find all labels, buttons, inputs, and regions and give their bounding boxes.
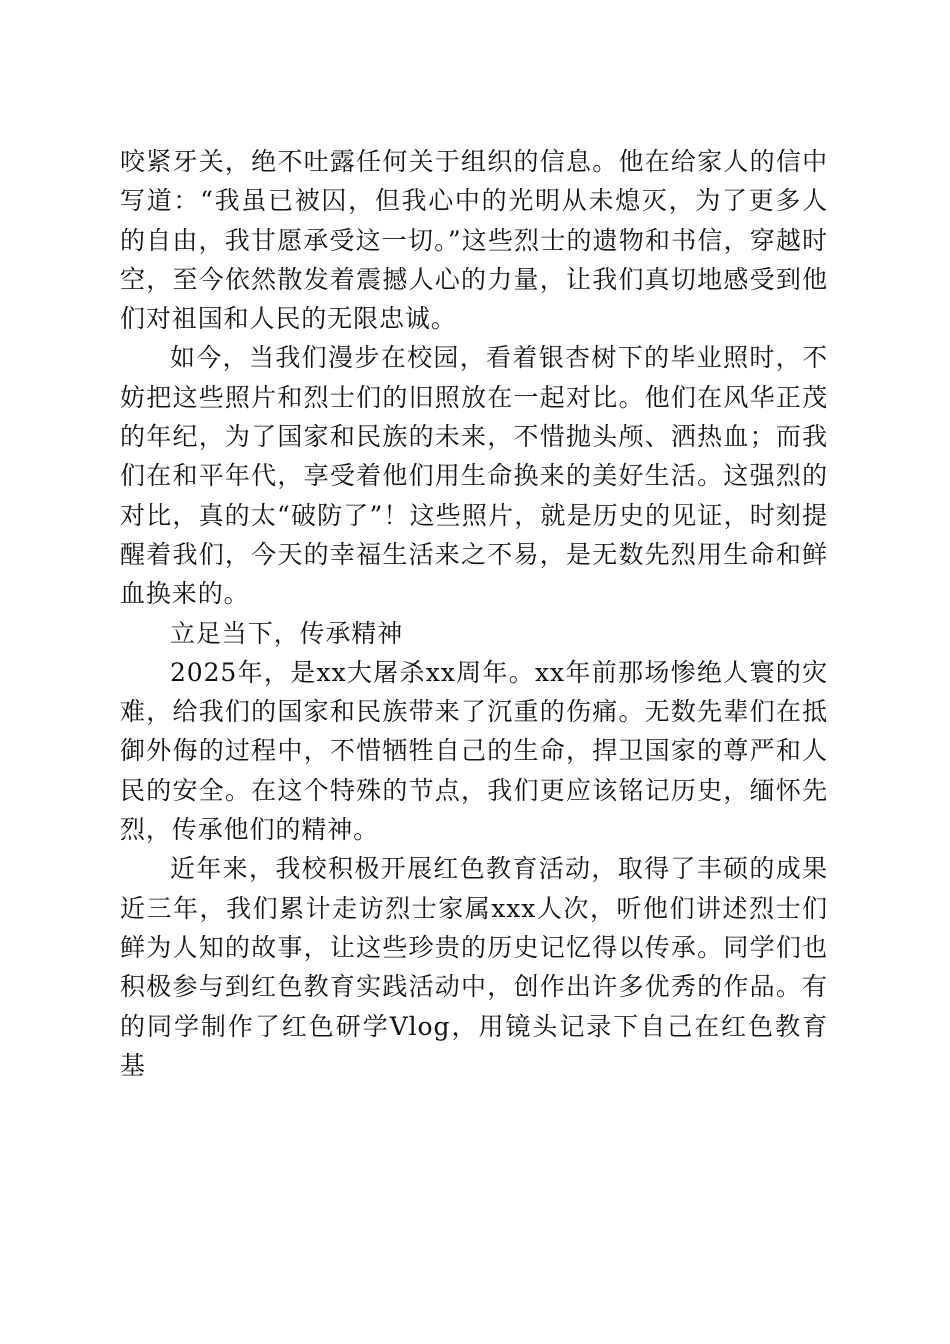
paragraph-graduation-photos: 如今，当我们漫步在校园，看着银杏树下的毕业照时，不妨把这些照片和烈士们的旧照放在一起对比。他们在风华正茂的年纪，为了国家和民族的未来，不惜抛头颅、洒热血；而我们在和平年代，享受着他们用生命换来的美好生活。这强烈的对比，真的太“破防了”！这些照片，就是历史的见证，时刻提醒着我们，今天的幸福生活来之不易，是无数先烈用生命和鲜血换来的。 <box>120 343 828 609</box>
paragraph-continuation: 咬紧牙关，绝不吐露任何关于组织的信息。他在给家人的信中写道：“我虽已被囚，但我心中的光明从未熄灭，为了更多人的自由，我甘愿承受这一切。”这些烈士的遗物和书信，穿越时空，至今依然散发着震撼人心的力量，让我们真切地感受到他们对祖国和人民的无限忠诚。 <box>120 147 828 334</box>
paragraph-anniversary: 2025年，是xx大屠杀xx周年。xx年前那场惨绝人寰的灾难，给我们的国家和民族带来了沉重的伤痛。无数先辈们在抵御外侮的过程中，不惜牺牲自己的生命，捍卫国家的尊严和人民的安全。在这个特殊的节点，我们更应该铭记历史，缅怀先烈，传承他们的精神。 <box>120 657 828 845</box>
paragraph-red-education: 近年来，我校积极开展红色教育活动，取得了丰硕的成果近三年，我们累计走访烈士家属xxx人次，听他们讲述烈士们鲜为人知的故事，让这些珍贵的历史记忆得以传承。同学们也积极参与到红色教育实践活动中，创作出许多优秀的作品。有的同学制作了红色研学Vlog，用镜头记录下自己在红色教育基 <box>120 854 828 1080</box>
section-heading: 立足当下，传承精神 <box>170 618 404 648</box>
document-body <box>120 142 828 1085</box>
